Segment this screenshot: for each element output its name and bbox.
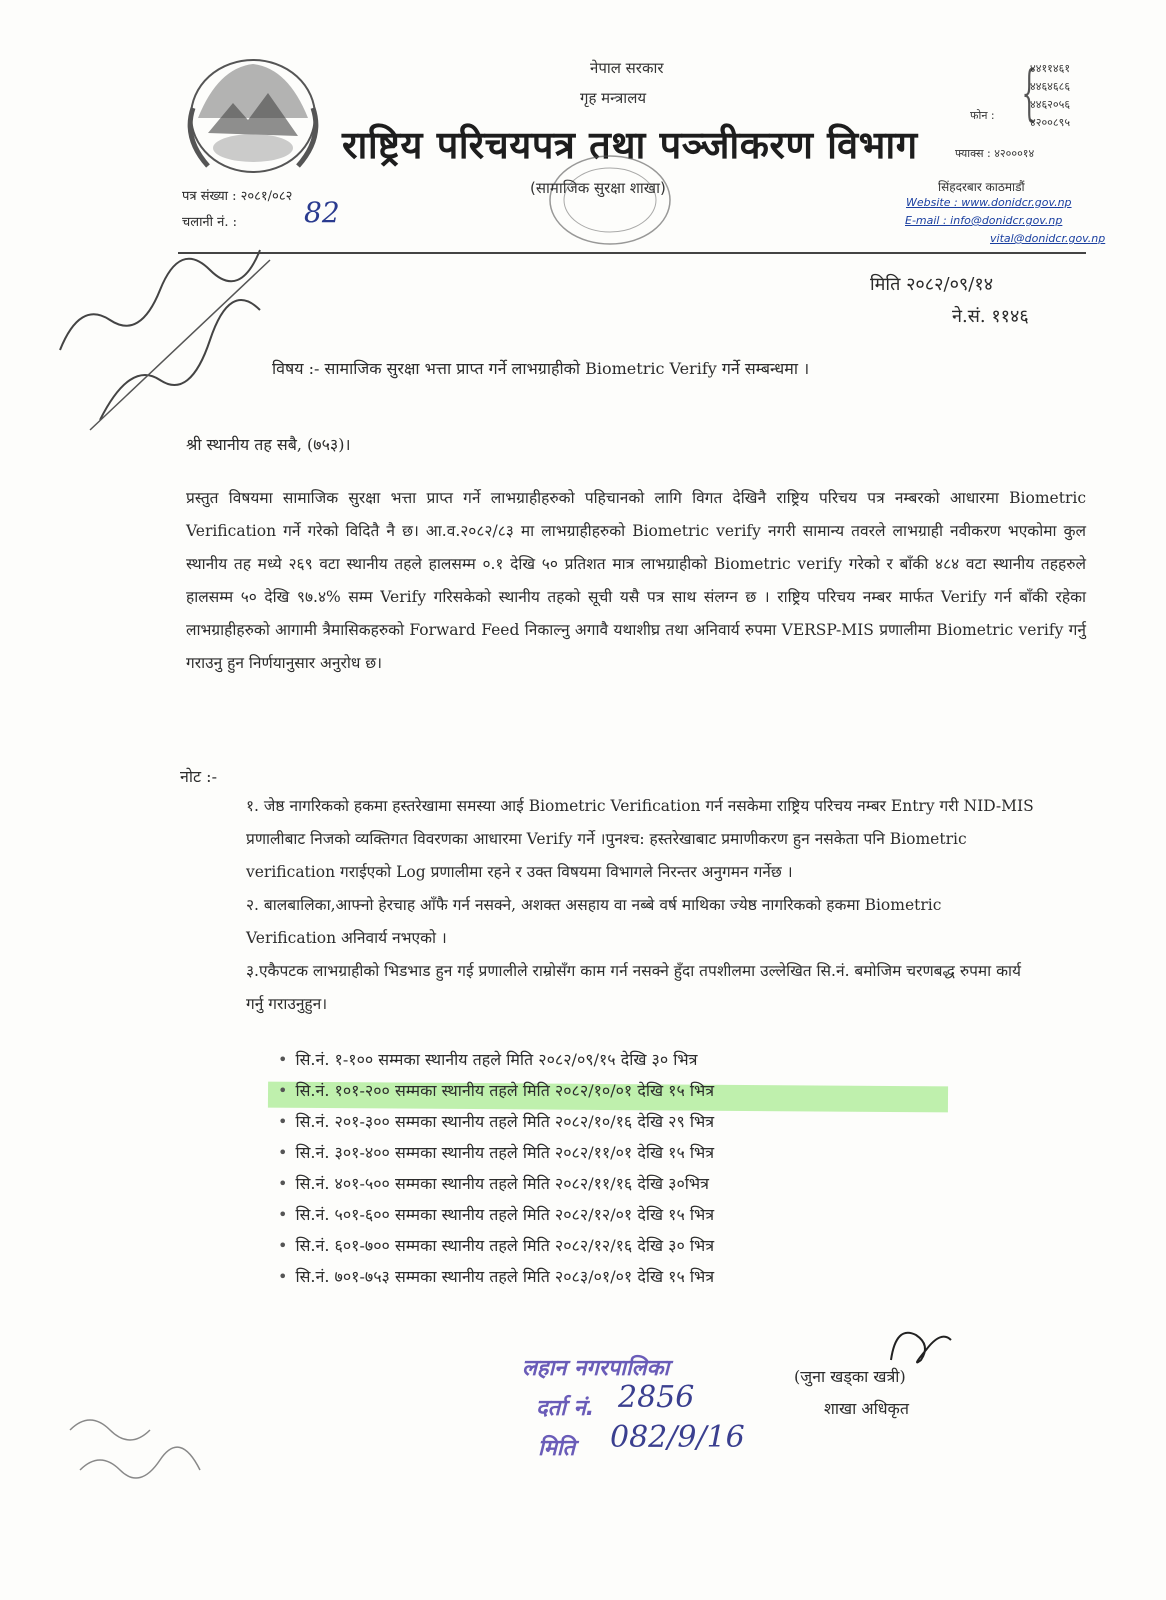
office-address: सिंहदरबार काठमाडौं bbox=[938, 180, 1025, 194]
reference-number: पत्र संख्या : २०८१/०८२ bbox=[182, 189, 293, 204]
letter-subject: विषय :- सामाजिक सुरक्षा भत्ता प्राप्त गर्ने लाभग्राहीको Biometric Verify गर्ने सम्बन्धमा । bbox=[272, 359, 810, 378]
stamp-title: लहान नगरपालिका bbox=[522, 1356, 670, 1381]
received-stamp bbox=[522, 1352, 752, 1472]
schedule-item: • सि.नं. ५०१-६०० सम्मका स्थानीय तहले मिति २०८२/१२/०१ देखि १५ भित्र bbox=[278, 1199, 714, 1230]
stamp-date-value: 082/9/16 bbox=[610, 1420, 745, 1455]
letter-date: मिति २०८२/०९/१४ bbox=[870, 274, 994, 295]
section-name: (सामाजिक सुरक्षा शाखा) bbox=[530, 179, 666, 197]
stamp-date-label: मिति bbox=[538, 1436, 576, 1461]
government-name: नेपाल सरकार bbox=[590, 59, 664, 77]
nepal-emblem-icon bbox=[178, 48, 328, 178]
schedule-item: • सि.नं. ४०१-५०० सम्मका स्थानीय तहले मिति २०८२/११/१६ देखि ३०भित्र bbox=[278, 1168, 714, 1199]
nepal-sambat-date: ने.सं. ११४६ bbox=[952, 306, 1029, 327]
note-item: २. बालबालिका,आफ्नो हेरचाह आँफै गर्न नसक्ने, अशक्त असहाय वा नब्बे वर्ष माथिका ज्येष्ठ नागरिकको हकमा Biometric Verification अनिवार्य नभएको । bbox=[246, 896, 942, 947]
phone-number: ४२००८९५ bbox=[1030, 116, 1071, 129]
phone-label: फोन : bbox=[970, 109, 995, 122]
phone-number: ४४११४६१ bbox=[1030, 62, 1071, 75]
schedule-item: • सि.नं. ६०१-७०० सम्मका स्थानीय तहले मिति २०८२/१२/१६ देखि ३० भित्र bbox=[278, 1230, 714, 1261]
schedule-list bbox=[278, 1044, 714, 1292]
letter-body: प्रस्तुत विषयमा सामाजिक सुरक्षा भत्ता प्राप्त गर्ने लाभग्राहीहरुको पहिचानको लागि विगत देखिनै राष्ट्रिय परिचय पत्र नम्बरको आधारमा Biometric Verification गर्ने गरेको विदितै नै छ। आ.व.२०८२/८३ मा लाभग्राहीहरुको Biometric verify नगरी सामान्य तवरले लाभग्राही नवीकरण भएकोमा कुल स्थानीय तह मध्ये २६९ वटा स्थानीय तहले हालसम्म ०.१ देखि ५० प्रतिशत मात्र लाभग्राहीको Biometric verify गरेको र बाँकी ४८४ वटा स्थानीय तहहरुले हालसम्म ५० देखि ९७.४% सम्म Verify गरिसकेको स्थानीय तहको सूची यसै पत्र साथ संलग्न छ । राष्ट्रिय परिचय नम्बर मार्फत Verify गर्न बाँकी रहेका लाभग्राहीहरुको आगामी त्रैमासिकहरुको Forward Feed निकाल्नु अगावै यथाशीघ्र तथा अनिवार्य रुपमा VERSP-MIS प्रणालीमा Biometric verify गर्नु गराउनु हुन निर्णयानुसार अनुरोध छ। bbox=[186, 489, 1086, 672]
dispatch-label: चलानी नं. : bbox=[182, 215, 238, 230]
stamp-darta-value: 2856 bbox=[618, 1380, 695, 1415]
department-title: राष्ट्रिय परिचयपत्र तथा पञ्जीकरण विभाग bbox=[342, 123, 918, 167]
header-divider bbox=[178, 252, 1086, 254]
email-link-secondary[interactable]: vital@donidcr.gov.np bbox=[990, 232, 1106, 245]
margin-handwriting-icon bbox=[40, 240, 280, 440]
letter-addressee: श्री स्थानीय तह सबै, (७५३)। bbox=[186, 435, 351, 454]
notes-list bbox=[246, 790, 1036, 1021]
stamp-darta-label: दर्ता नं. bbox=[536, 1396, 595, 1421]
ministry-name: गृह मन्त्रालय bbox=[580, 89, 647, 107]
schedule-item: • सि.नं. ३०१-४०० सम्मका स्थानीय तहले मिति २०८२/११/०१ देखि १५ भित्र bbox=[278, 1137, 714, 1168]
note-label: नोट :- bbox=[180, 767, 217, 786]
schedule-item: • सि.नं. १०१-२०० सम्मका स्थानीय तहले मिति २०८२/१०/०१ देखि १५ भित्र bbox=[278, 1075, 714, 1106]
fax-number: फ्याक्स : ४२०००१४ bbox=[955, 147, 1035, 160]
department-seal-icon bbox=[520, 150, 700, 250]
email-link[interactable]: E-mail : info@donidcr.gov.np bbox=[905, 214, 1063, 227]
schedule-item: • सि.नं. ७०१-७५३ सम्मका स्थानीय तहले मिति २०८३/०१/०१ देखि १५ भित्र bbox=[278, 1261, 714, 1292]
note-item: ३.एकैपटक लाभग्राहीको भिडभाड हुन गई प्रणालीले राम्रोसँग काम गर्न नसक्ने हुँदा तपशीलमा उल्लेखित सि.नं. बमोजिम चरणबद्ध रुपमा कार्य गर्नु गराउनुहुन। bbox=[246, 962, 1022, 1013]
phone-number: ४४६२०५६ bbox=[1030, 98, 1071, 111]
signatory-name: (जुना खड्का खत्री) bbox=[794, 1367, 906, 1386]
phone-list bbox=[1030, 60, 1070, 132]
corner-handwriting-icon bbox=[60, 1400, 260, 1500]
dispatch-number: 82 bbox=[304, 196, 340, 229]
schedule-item: • सि.नं. १-१०० सम्मका स्थानीय तहले मिति २०८२/०९/१५ देखि ३० भित्र bbox=[278, 1044, 714, 1075]
brace-icon: { bbox=[1021, 58, 1037, 128]
note-item: १. जेष्ठ नागरिकको हकमा हस्तरेखामा समस्या आई Biometric Verification गर्न नसकेमा राष्ट्रिय परिचय नम्बर Entry गरी NID-MIS प्रणालीबाट निजको व्यक्तिगत विवरणका आधारमा Verify गर्ने ।पुनश्च: हस्तरेखाबाट प्रमाणीकरण हुन नसकेता पनि Biometric verification गराईएको Log प्रणालीमा रहने र उक्त विषयमा विभागले निरन्तर अनुगमन गर्नेछ । bbox=[246, 797, 1034, 881]
website-link[interactable]: Website : www.donidcr.gov.np bbox=[906, 196, 1072, 209]
schedule-item: • सि.नं. २०१-३०० सम्मका स्थानीय तहले मिति २०८२/१०/१६ देखि २९ भित्र bbox=[278, 1106, 714, 1137]
signatory-title: शाखा अधिकृत bbox=[824, 1399, 909, 1418]
phone-number: ४४६४६८६ bbox=[1030, 80, 1071, 93]
